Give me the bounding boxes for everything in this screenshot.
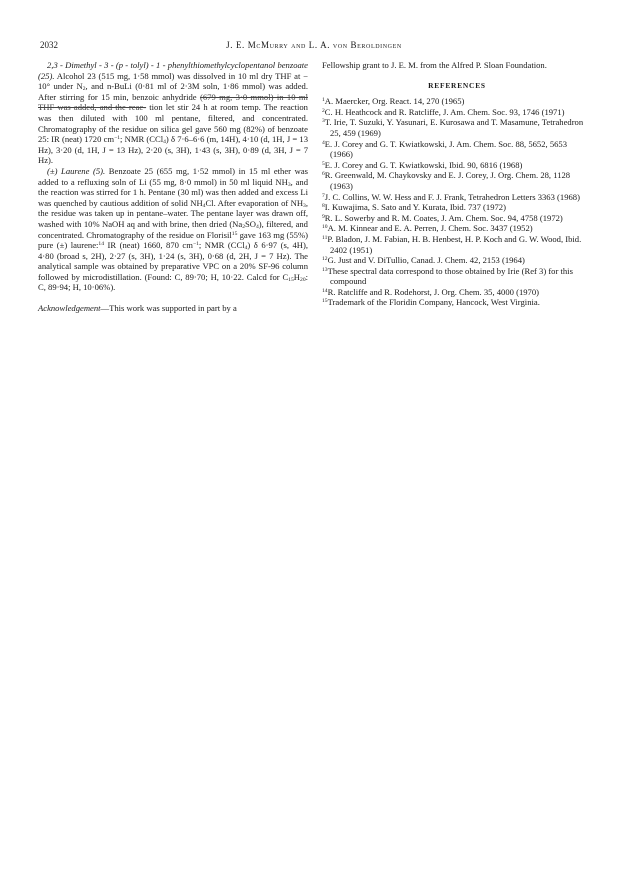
reference-number: 12 xyxy=(322,256,328,263)
paragraph-spacer xyxy=(38,293,308,303)
reference-text: R. L. Sowerby and R. M. Coates, J. Am. Chem. Soc. 94, 4758 (1972) xyxy=(324,212,563,223)
reference-text: These spectral data correspond to those obtained by Irie (Ref 3) for this compound xyxy=(327,265,573,287)
reference-number: 4 xyxy=(322,139,325,146)
page-number: 2032 xyxy=(40,40,58,50)
reference-number: 2 xyxy=(322,107,325,114)
experimental-benzoate-paragraph: 2,3 - Dimethyl - 3 - (p - tolyl) - 1 - phenylthiomethylcyclopentanol benzoate (25). Alcohol 23 (515 mg, 1·58 mmol) was dissolved in 10 ml dry THF at − 10° under $N_2$, and n-BuLi (0·81 ml of 2·3M soln, 1·86 mmol) was added. After stirring for 15 min, benzoic anhydride (679 mg, 3·0 mmol) in 10 ml THF was added, and the reac- tion let stir 24 h at room temp. The reaction was then diluted with 100 ml pentane, filtered, and concentrated. Chromatography of the residue on silica gel gave 560 mg (82%) of benzoate 25: IR (neat) 1720 $cm^{-1}$; NMR (CCl$_4$) δ 7·6–6·6 (m, 14H), 4·10 (d, 1H, J = 13 Hz), 3·20 (d, 1H, J = 13 Hz), 2·20 (s, 3H), 1·43 (s, 3H), 0·89 (d, 3H, J = 7 Hz). xyxy=(38,60,308,166)
reference-text: I. Kuwajima, S. Sato and Y. Kurata, Ibid. 737 (1972) xyxy=(324,202,506,213)
reference-number: 15 xyxy=(322,298,328,305)
reference-number: 3 xyxy=(322,118,325,125)
struck-line: (679 mg, 3·0 mmol) in 10 ml THF was added, and the reac- xyxy=(38,91,308,113)
reference-item xyxy=(322,287,592,298)
reference-item xyxy=(322,96,592,107)
reference-text: E. J. Corey and G. T. Kwiatkowski, Ibid. 90, 6816 (1968) xyxy=(324,159,523,170)
reference-item xyxy=(322,139,592,160)
reference-text: R. Ratcliffe and R. Rodehorst, J. Org. Chem. 35, 4000 (1970) xyxy=(327,286,539,297)
reference-text: A. M. Kinnear and E. A. Perren, J. Chem. Soc. 3437 (1952) xyxy=(327,223,533,234)
reference-number: 11 xyxy=(322,234,328,241)
page-header xyxy=(40,40,588,52)
left-column xyxy=(38,60,308,314)
reference-number: 10 xyxy=(322,224,328,231)
reference-item xyxy=(322,266,592,287)
reference-item xyxy=(322,170,592,191)
reference-text: C. H. Heathcock and R. Ratcliffe, J. Am. Chem. Soc. 93, 1746 (1971) xyxy=(324,106,565,117)
reference-text: T. Irie, T. Suzuki, Y. Yasunari, E. Kurosawa and T. Masamune, Tetrahedron 25, 459 (1969) xyxy=(324,117,584,138)
acknowledgement-label: Acknowledgement xyxy=(38,303,101,314)
reference-number: 6 xyxy=(322,171,325,178)
reference-item xyxy=(322,297,592,308)
reference-item xyxy=(322,160,592,171)
acknowledgement-continued: Fellowship grant to J. E. M. from the Alfred P. Sloan Foundation. xyxy=(322,60,547,70)
reference-item xyxy=(322,202,592,213)
right-column xyxy=(322,60,592,308)
reference-number: 8 xyxy=(322,203,325,210)
reference-text: G. Just and V. DiTullio, Canad. J. Chem. 42, 2153 (1964) xyxy=(327,255,525,266)
references-list xyxy=(322,96,592,308)
running-head: J. E. McMurry and L. A. von Beroldingen xyxy=(226,40,402,50)
reference-item xyxy=(322,213,592,224)
reference-item xyxy=(322,255,592,266)
compound-title-laurene: (±) Laurene (5). xyxy=(47,165,106,176)
reference-item xyxy=(322,234,592,255)
reference-number: 1 xyxy=(322,97,325,104)
reference-text: Trademark of the Floridin Company, Hancock, West Virginia. xyxy=(327,297,540,308)
reference-item xyxy=(322,117,592,138)
reference-text: R. Greenwald, M. Chaykovsky and E. J. Corey, J. Org. Chem. 28, 1128 (1963) xyxy=(324,170,571,191)
reference-number: 7 xyxy=(322,192,325,199)
reference-text: J. C. Collins, W. W. Hess and F. J. Frank, Tetrahedron Letters 3363 (1968) xyxy=(324,191,580,202)
reference-text: E. J. Corey and G. T. Kwiatkowski, J. Am. Chem. Soc. 88, 5652, 5653 (1966) xyxy=(324,138,568,160)
acknowledgement: Acknowledgement—This work was supported in part by a xyxy=(38,303,237,314)
reference-text: A. Maercker, Org. React. 14, 270 (1965) xyxy=(324,96,465,107)
reference-number: 14 xyxy=(322,287,328,294)
reference-item xyxy=(322,223,592,234)
reference-item xyxy=(322,107,592,118)
reference-number: 5 xyxy=(322,160,325,167)
reference-text: P. Bladon, J. M. Fabian, H. B. Henbest, H. P. Koch and G. W. Wood, Ibid. 2402 (1951) xyxy=(327,233,582,255)
reference-number: 13 xyxy=(322,266,328,273)
reference-item xyxy=(322,192,592,203)
reference-number: 9 xyxy=(322,213,325,220)
compound-title-benzoate: 2,3 - Dimethyl - 3 - (p - tolyl) - 1 - phenylthiomethylcyclopentanol benzoate (25). xyxy=(38,60,308,81)
experimental-laurene-paragraph: (±) Laurene (5). Benzoate 25 (655 mg, 1·52 mmol) in 15 ml ether was added to a refluxing soln of Li (55 mg, 8·0 mmol) in 50 ml liquid $NH_3$, and the reaction was stirred for 1 h. Pentane (30 ml) was then added and excess Li was quenched by cautious addition of solid $NH_4Cl$. After evaporation of $NH_3$, the residue was taken up in pentane–water. The pentane layer was drawn off, washed with 10% NaOH aq and with brine, then dried $(Na_2SO_4)$, filtered, and concentrated. Chromatography of the residue on Florisil$^{15}$ gave 163 mg (55%) pure (±) laurene:$^{14}$ IR (neat) 1660, 870 $cm^{-1}$; NMR (CCl$_4$) δ 6·97 (s, 4H), 4·80 (broad s, 2H), 2·27 (s, 3H), 1·24 (s, 3H), 0·68 (d, 2H, J = 7 Hz). The analytical sample was obtained by preparative VPC on a 20% SF-96 column followed by microdistillation. (Found: C, 89·70; H, 10·22. Calcd for $C_{15}H_{20}$: C, 89·94; H, 10·06%). xyxy=(38,165,309,293)
references-heading: REFERENCES xyxy=(428,80,486,90)
